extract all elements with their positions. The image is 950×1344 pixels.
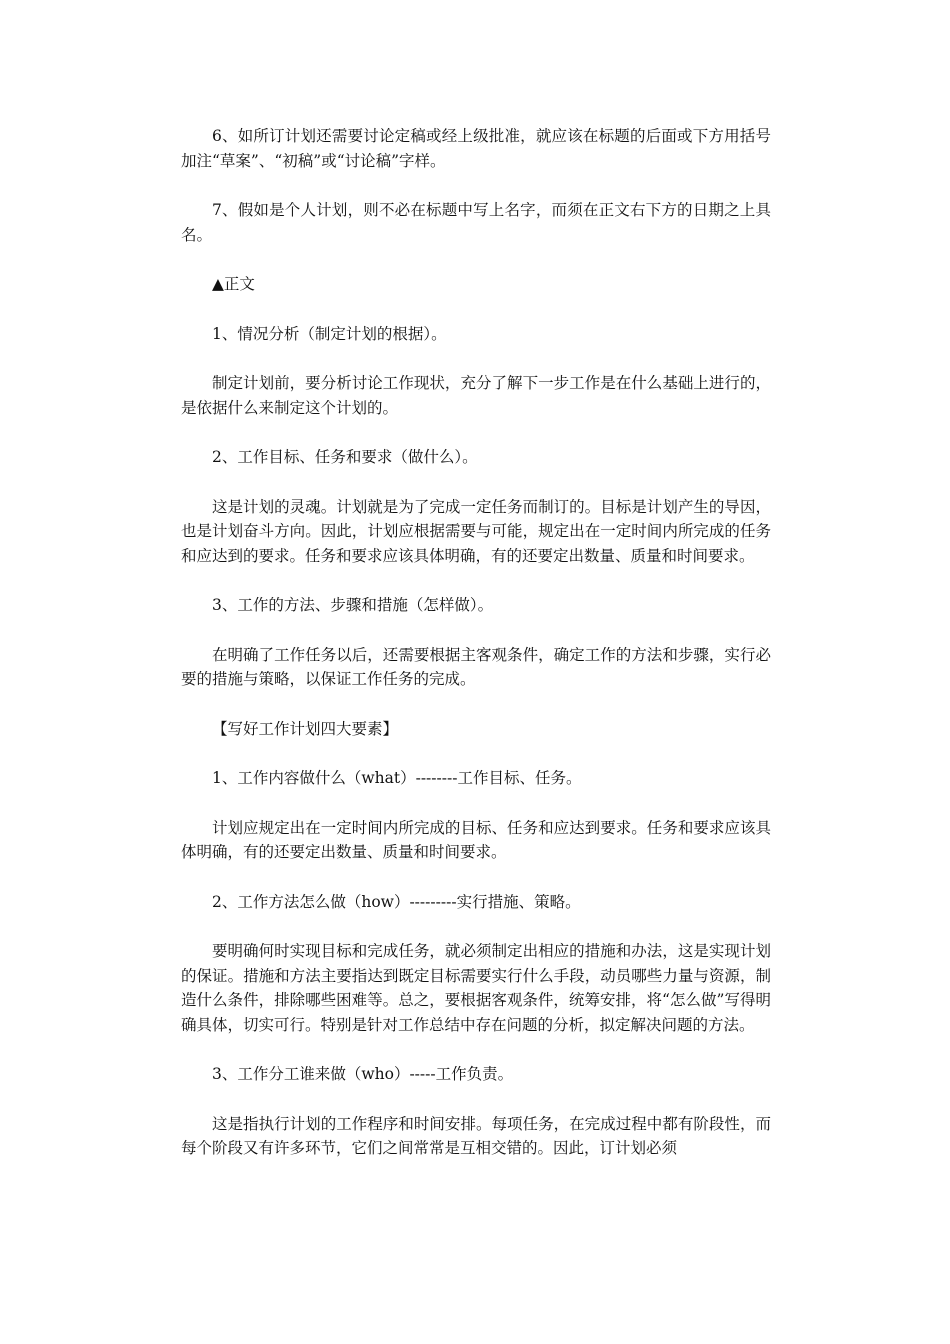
paragraph-who: 这是指执行计划的工作程序和时间安排。每项任务，在完成过程中都有阶段性，而每个阶段又有许多环节，它们之间常常是互相交错的。因此，订计划必须	[181, 1114, 771, 1157]
item-heading-how: 2、工作方法怎么做（how）---------实行措施、策略。	[212, 892, 581, 911]
item-heading-what: 1、工作内容做什么（what）--------工作目标、任务。	[212, 769, 582, 787]
item-heading-who: 3、工作分工谁来做（who）-----工作负责。	[212, 1065, 514, 1083]
paragraph-methods: 在明确了工作任务以后，还需要根据主客观条件，确定工作的方法和步骤，实行必要的措施与策略，以保证工作任务的完成。	[181, 645, 771, 688]
paragraph-how: 要明确何时实现目标和完成任务，就必须制定出相应的措施和办法，这是实现计划的保证。措施和方法主要指达到既定目标需要实行什么手段，动员哪些力量与资源，制造什么条件，排除哪些困难等。总之，要根据客观条件，统筹安排，将“怎么做”写得明确具体，切实可行。特别是针对工作总结中存在问题的分析，拟定解决问题的方法。	[181, 942, 771, 1034]
paragraph-draft-note: 6、如所订计划还需要讨论定稿或经上级批准，就应该在标题的后面或下方用括号加注“草案”、“初稿”或“讨论稿”字样。	[181, 127, 771, 170]
item-heading-goals: 2、工作目标、任务和要求（做什么）。	[212, 448, 478, 466]
paragraph-what: 计划应规定出在一定时间内所完成的目标、任务和应达到要求。任务和要求应该具体明确，有的还要定出数量、质量和时间要求。	[181, 818, 771, 861]
paragraph-personal-plan: 7、假如是个人计划，则不必在标题中写上名字，而须在正文右下方的日期之上具名。	[181, 201, 771, 244]
item-heading-methods: 3、工作的方法、步骤和措施（怎样做）。	[212, 596, 494, 614]
document-body	[181, 124, 771, 1186]
section-heading-body: ▲正文	[212, 275, 255, 293]
paragraph-situation: 制定计划前，要分析讨论工作现状，充分了解下一步工作是在什么基础上进行的，是依据什么来制定这个计划的。	[181, 374, 771, 417]
section-heading-four-elements: 【写好工作计划四大要素】	[212, 719, 399, 738]
item-heading-situation: 1、情况分析（制定计划的根据）。	[212, 324, 447, 343]
paragraph-goals: 这是计划的灵魂。计划就是为了完成一定任务而制订的。目标是计划产生的导因，也是计划奋斗方向。因此，计划应根据需要与可能，规定出在一定时间内所完成的任务和应达到的要求。任务和要求应该具体明确，有的还要定出数量、质量和时间要求。	[181, 497, 771, 565]
